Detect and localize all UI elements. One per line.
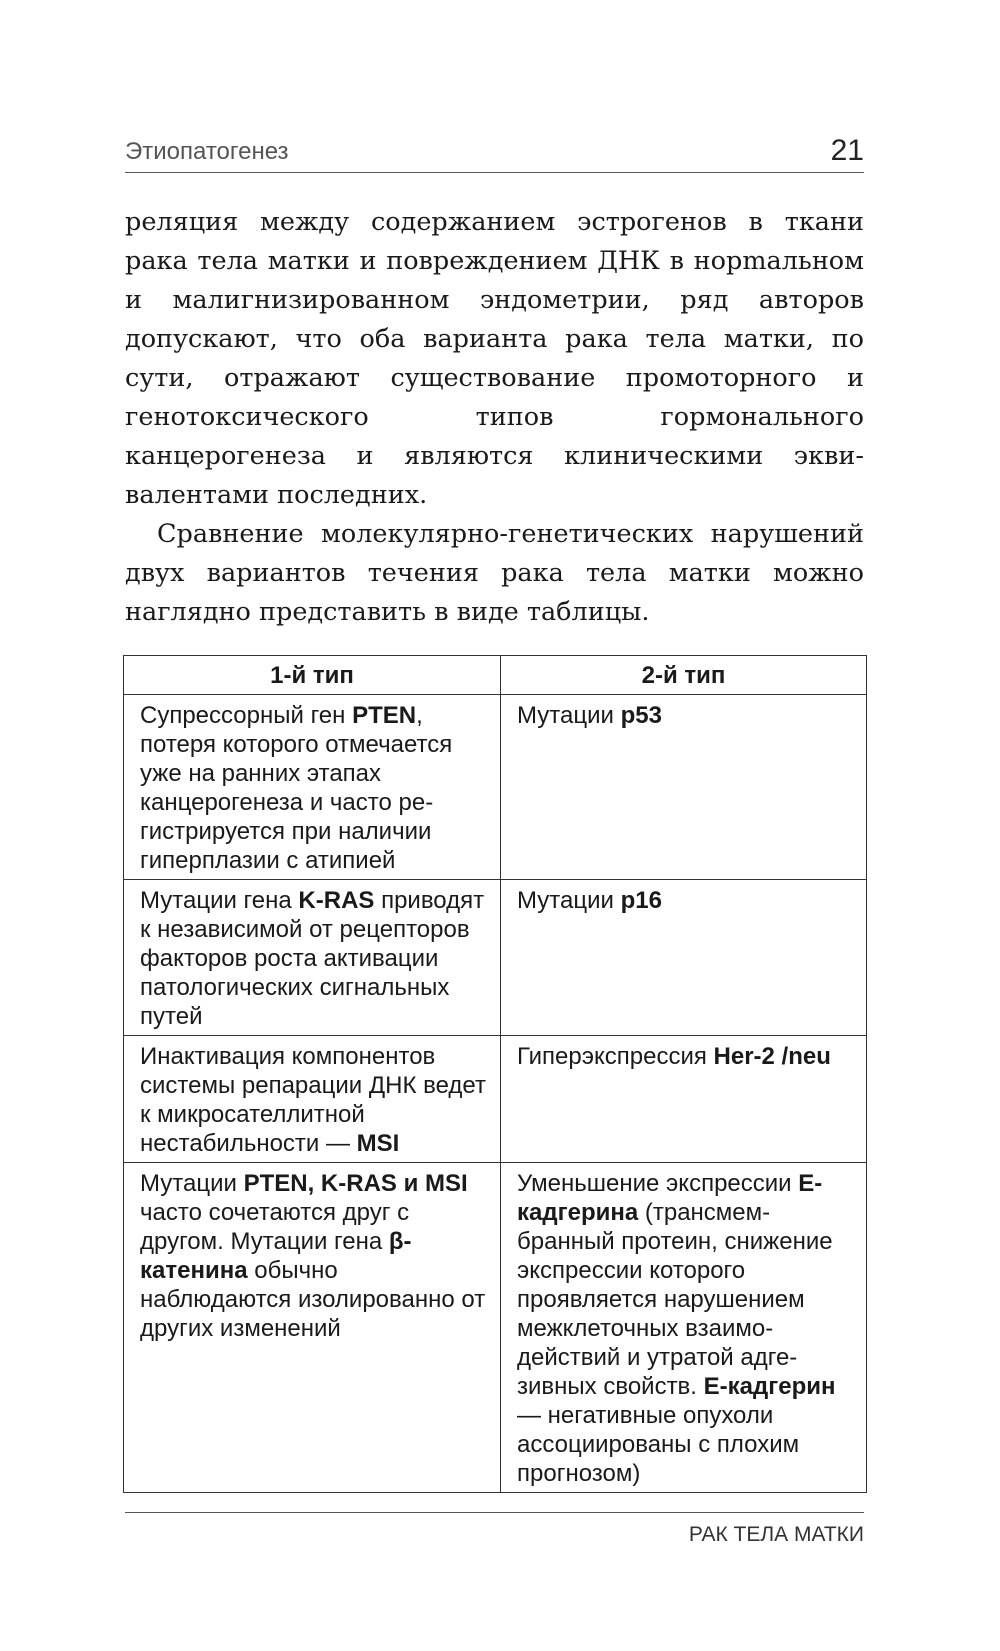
cell-text: , потеря которого отмечается уже на ранних этапах канцерогенеза и часто регистрируется при наличии гиперплазии с атипией [140,702,453,874]
cell-text: Мутации [517,702,621,729]
cell-text: Мутации [140,1170,244,1197]
cell-type-1 [124,1163,501,1493]
cell-text: Мутации [517,887,621,914]
bold-term: MSI [356,1130,400,1157]
table-header-row [124,656,867,695]
cell-type-1 [124,695,501,880]
bold-term: p16 [620,887,662,914]
cell-text: Уменьшение экспрессии [517,1170,799,1197]
bold-term: K-RAS [298,887,375,914]
bold-term: PTEN, K-RAS и MSI [243,1170,468,1197]
cell-text: обычно наблюдаются изолированно от других изменений [140,1257,486,1342]
cell-type-2 [501,880,867,1036]
page-number: 21 [830,134,864,167]
cell-text: часто сочетаются друг с другом. Мутации гена [140,1199,410,1255]
cell-text: (трансмембранный протеин, снижение экспрессии которого проявляется нарушением межклеточных взаимодействий и утратой адгезивных свойств. [517,1199,833,1400]
cell-type-1 [124,1036,501,1163]
running-title: Этиопатогенез [125,138,289,165]
cell-text: — негативные опухоли ассоциированы с плохим прогнозом) [517,1402,800,1487]
page-header [125,130,864,173]
bold-term: PTEN [352,702,417,729]
bold-term: Е-кадгерина [517,1170,823,1226]
column-header-type-2: 2-й тип [501,656,867,695]
cell-text: Гиперэкспрессия [517,1043,714,1070]
cell-type-2 [501,1163,867,1493]
cell-text: Инактивация компонентов системы репарации ДНК ведет к микросателлитной нестабильности — [140,1043,486,1157]
bold-term: Е-кадгерин [703,1373,836,1400]
cell-type-1 [124,880,501,1036]
cell-text: приводят к независимой от рецепторов факторов роста активации патологических сигнальных путей [140,887,485,1030]
bold-term: Her-2 /neu [713,1043,831,1070]
book-title: РАК ТЕЛА МАТКИ [688,1523,864,1546]
bold-term: β-катенина [140,1228,412,1284]
paragraph: реляция между содержанием эстрогенов в ткани рака тела матки и повреждением ДНК в норmальном и малигнизированном эндометрии, ряд авторов допускают, что оба варианта рака тела матки, по сути, отражают существование промоторного и генотоксического типов гормонального канцерогенеза и являются клиническими эквивалентами последних. [125,207,864,510]
cell-type-2 [501,1036,867,1163]
column-header-type-1: 1-й тип [124,656,501,695]
body-text [125,203,864,632]
bold-term: p53 [620,702,662,729]
table-row [124,1036,867,1163]
page-footer [125,1512,864,1546]
table-row [124,695,867,880]
cell-text: Мутации гена [140,887,299,914]
cell-text: Супрессорный ген [140,702,353,729]
paragraph: Сравнение молекулярно-генетических нарушений двух вариантов течения рака тела матки можно наглядно представить в виде таблицы. [125,519,864,627]
table-row [124,880,867,1036]
table-row [124,1163,867,1493]
comparison-table [123,655,867,1493]
cell-type-2 [501,695,867,880]
